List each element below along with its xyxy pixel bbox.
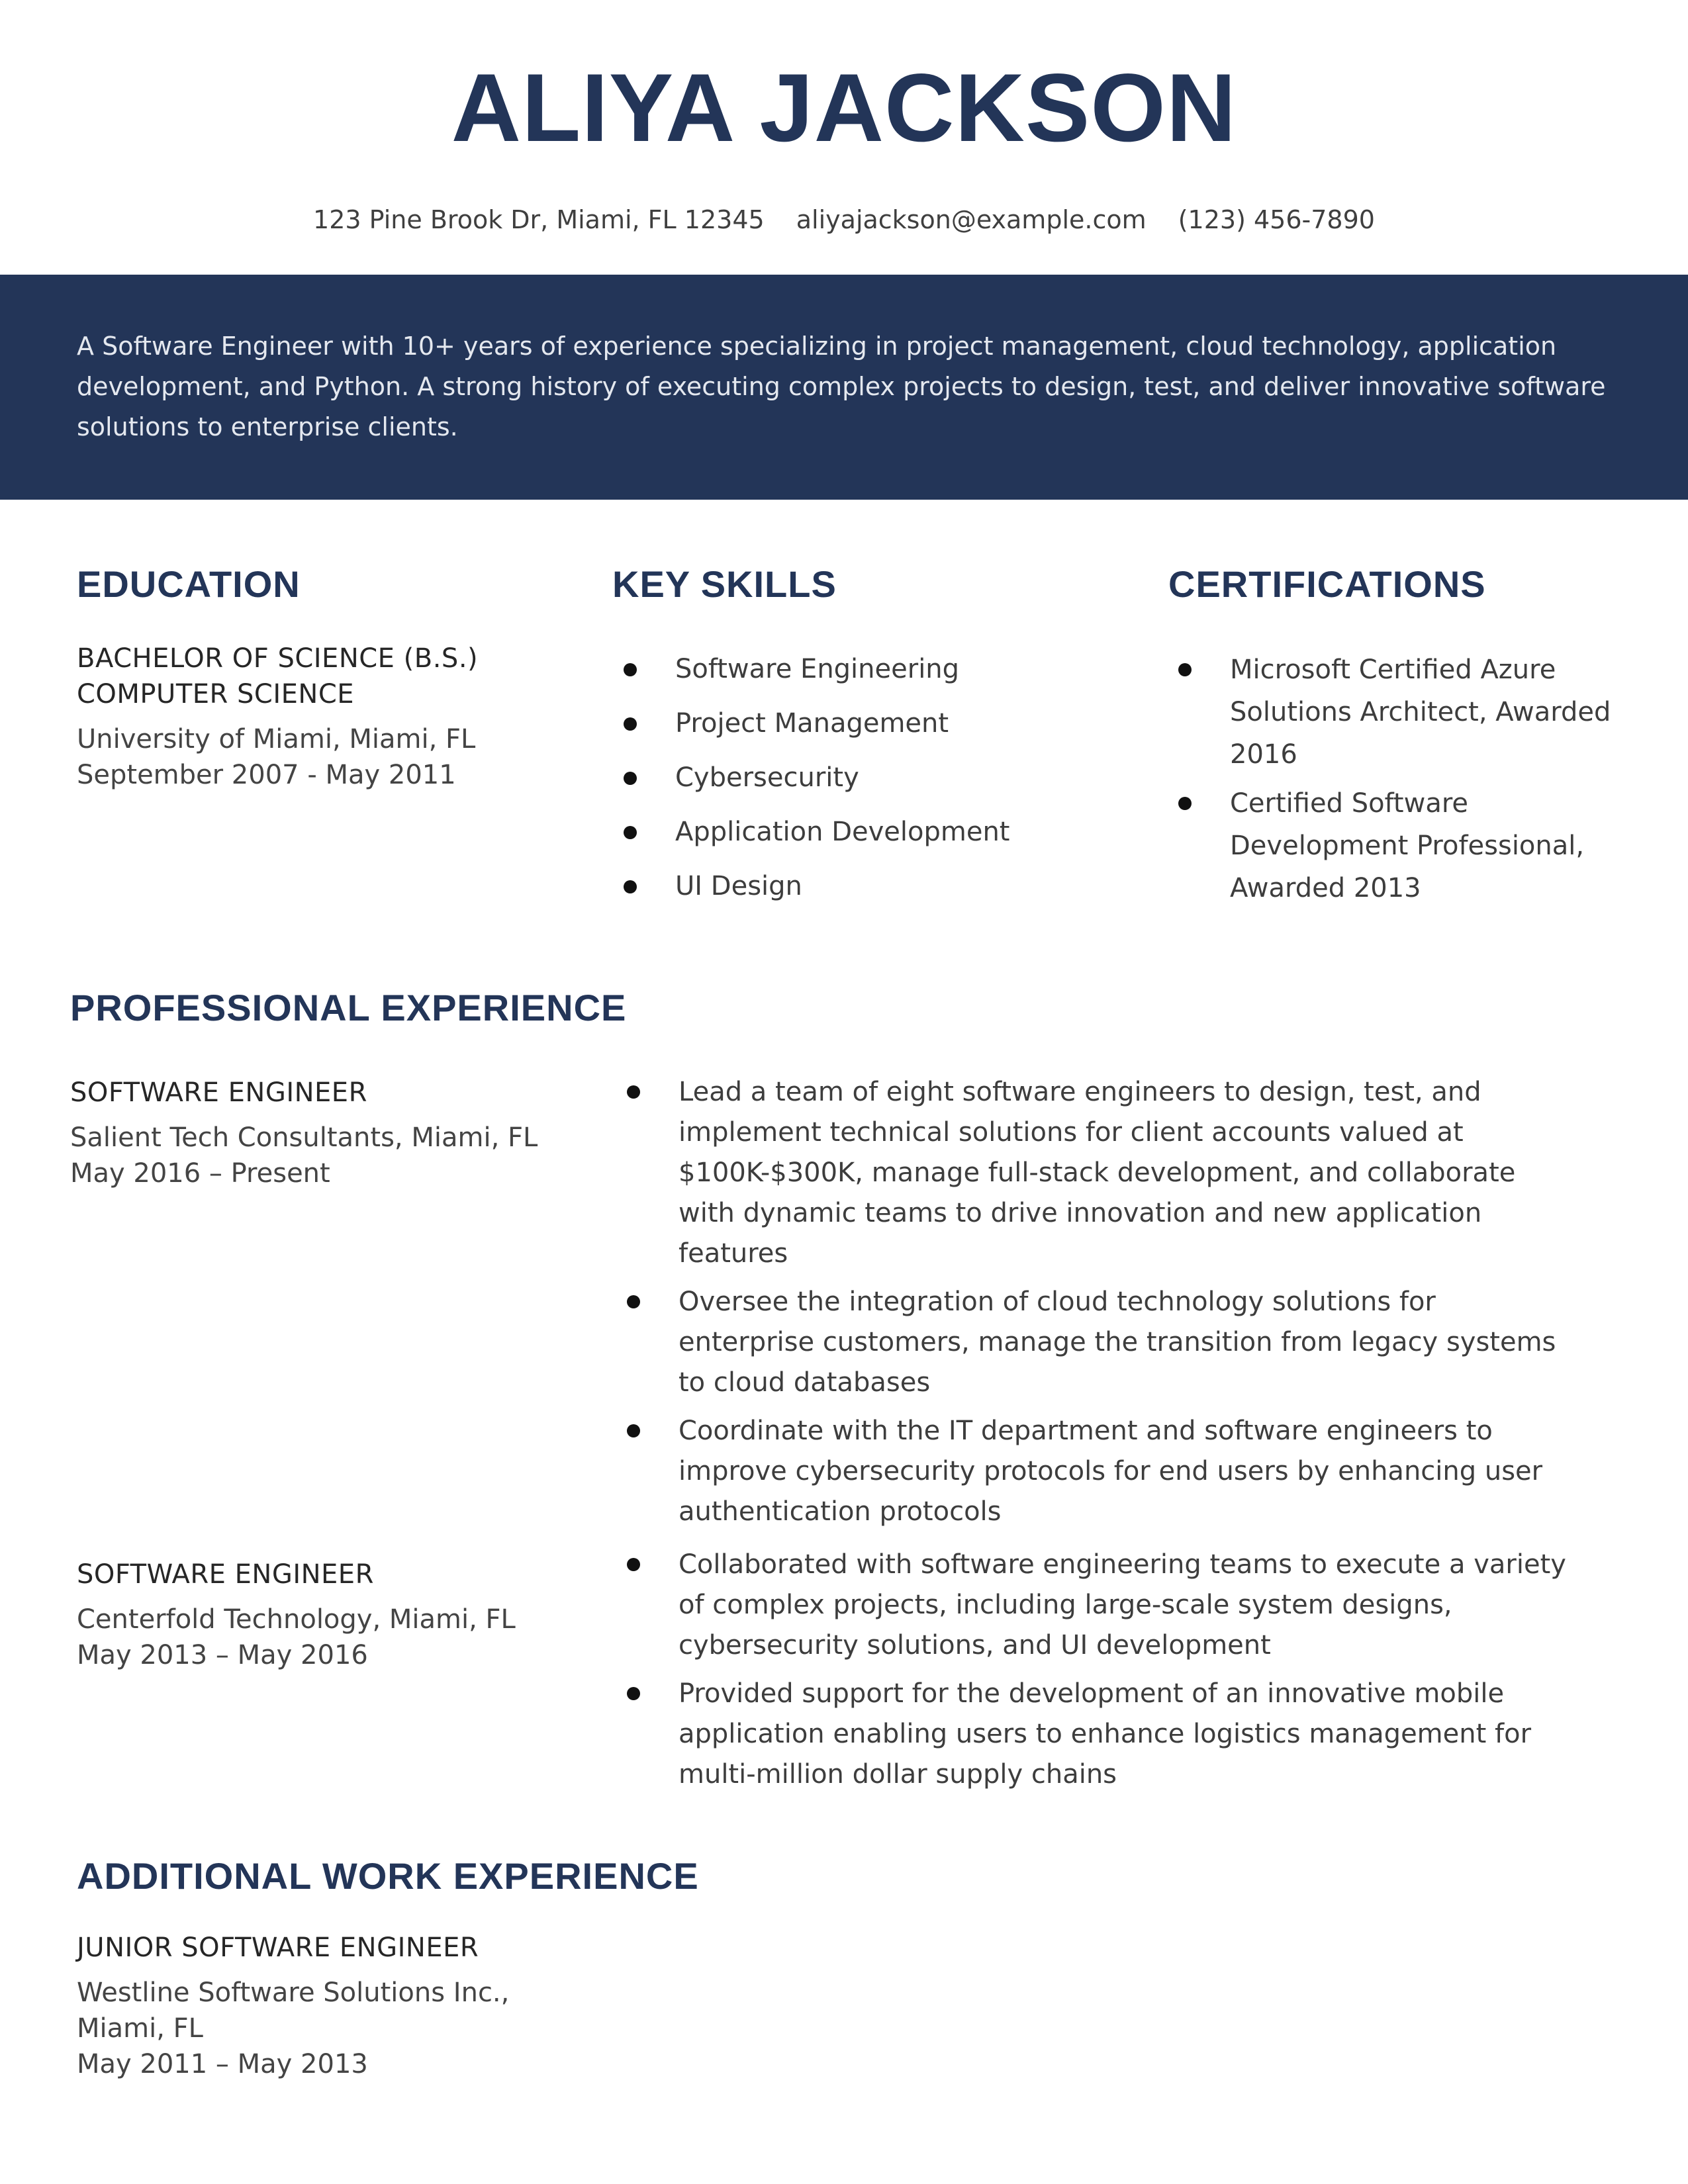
list-item: Lead a team of eight software engineers to design, test, and implement technical solutions for client accounts valued at $100K-$300K, manage full-stack development, and collaborate with dynamic teams to drive innovation and new application features <box>679 1072 1579 1274</box>
additional-company-1: Westline Software Solutions Inc., <box>77 1978 510 2008</box>
job-dates: May 2016 – Present <box>70 1158 330 1189</box>
job-bullets <box>679 1545 1579 1803</box>
education-degree <box>77 641 478 712</box>
list-item: Cybersecurity <box>675 760 1010 796</box>
certifications-list <box>1230 649 1614 916</box>
job-company: Salient Tech Consultants, Miami, FL <box>70 1122 538 1153</box>
additional-company-2: Miami, FL <box>77 2013 203 2044</box>
list-item: Oversee the integration of cloud technology solutions for enterprise customers, manage the transition from legacy systems to cloud databases <box>679 1282 1579 1403</box>
education-heading: EDUCATION <box>77 563 301 605</box>
degree-line-1: BACHELOR OF SCIENCE (B.S.) <box>77 643 479 674</box>
list-item: Microsoft Certified Azure Solutions Architect, Awarded 2016 <box>1230 649 1614 776</box>
job-dates: May 2013 – May 2016 <box>77 1640 368 1670</box>
list-item: Software Engineering <box>675 651 1010 687</box>
list-item: Collaborated with software engineering teams to execute a variety of complex projects, including large-scale system designs, cybersecurity solutions, and UI development <box>679 1545 1579 1666</box>
additional-title: JUNIOR SOFTWARE ENGINEER <box>77 1933 479 1963</box>
education-dates: September 2007 - May 2011 <box>77 760 456 790</box>
job-details <box>70 1120 538 1191</box>
additional-heading: ADDITIONAL WORK EXPERIENCE <box>77 1855 699 1897</box>
education-school: University of Miami, Miami, FL <box>77 724 476 754</box>
contact-line <box>0 205 1688 234</box>
contact-email[interactable]: aliyajackson@example.com <box>796 205 1147 234</box>
contact-phone: (123) 456-7890 <box>1178 205 1375 234</box>
education-details <box>77 721 475 793</box>
list-item: Application Development <box>675 814 1010 850</box>
skills-list <box>675 651 1010 923</box>
degree-line-2: COMPUTER SCIENCE <box>77 679 355 709</box>
resume-name: ALIYA JACKSON <box>451 54 1237 161</box>
job-company: Centerfold Technology, Miami, FL <box>77 1604 516 1635</box>
summary-banner <box>0 275 1688 500</box>
job-details <box>77 1602 516 1673</box>
certifications-heading: CERTIFICATIONS <box>1168 563 1486 605</box>
job-bullets <box>679 1072 1579 1540</box>
skills-heading: KEY SKILLS <box>612 563 837 605</box>
list-item: UI Design <box>675 868 1010 904</box>
list-item: Coordinate with the IT department and software engineers to improve cybersecurity protocols for end users by enhancing user authentication protocols <box>679 1411 1579 1532</box>
additional-details <box>77 1975 509 2082</box>
job-title: SOFTWARE ENGINEER <box>70 1077 367 1108</box>
summary-text: A Software Engineer with 10+ years of experience specializing in project management, cloud technology, application development, and Python. A strong history of executing complex projects to design, test, and deliver innovative software solutions to enterprise clients. <box>77 332 1606 441</box>
list-item: Provided support for the development of an innovative mobile application enabling users to enhance logistics management for multi-million dollar supply chains <box>679 1674 1579 1795</box>
experience-heading: PROFESSIONAL EXPERIENCE <box>70 987 627 1028</box>
contact-address: 123 Pine Brook Dr, Miami, FL 12345 <box>313 205 765 234</box>
additional-dates: May 2011 – May 2013 <box>77 2049 368 2079</box>
list-item: Project Management <box>675 705 1010 741</box>
list-item: Certified Software Development Professional, Awarded 2013 <box>1230 782 1614 909</box>
job-title: SOFTWARE ENGINEER <box>77 1559 374 1590</box>
